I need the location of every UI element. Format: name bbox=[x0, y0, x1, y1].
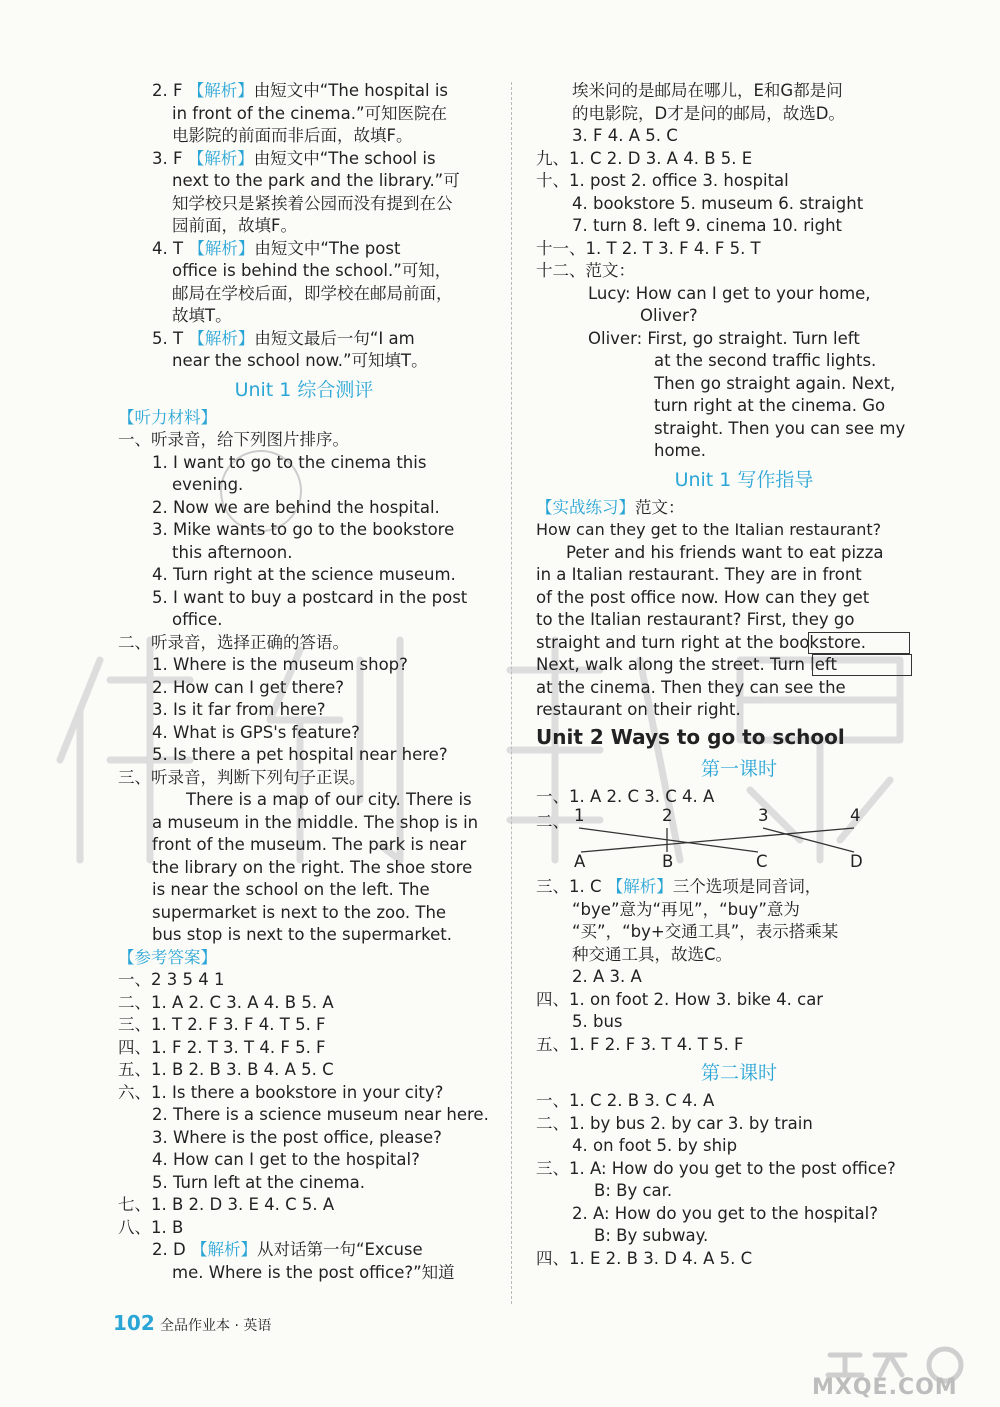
answer-line: “买”，“by+交通工具”，表示搭乘某 bbox=[572, 922, 839, 941]
answer-line: 故填T。 bbox=[172, 306, 232, 325]
essay-line-text: straight and turn right at the bookstore. bbox=[536, 632, 866, 652]
column-divider bbox=[511, 82, 512, 1304]
passage-line: There is a map of our city. There is bbox=[186, 790, 472, 809]
answer-line: 十二、范文： bbox=[536, 261, 635, 280]
answer-line: 3. F 【解析】由短文中“The school is bbox=[152, 148, 436, 168]
answer-line: 种交通工具，故选C。 bbox=[572, 944, 733, 964]
answer-line: 2. There is a science museum near here. bbox=[152, 1105, 489, 1124]
analysis-tag: 【解析】 bbox=[190, 1240, 257, 1259]
answer-line: 五、1. B 2. B 3. B 4. A 5. C bbox=[118, 1060, 334, 1079]
listening-line: 2. Now we are behind the hospital. bbox=[152, 497, 440, 517]
practice-line bbox=[536, 497, 912, 520]
answer-line: 四、1. on foot 2. How 3. bike 4. car bbox=[536, 989, 824, 1009]
answer-line: 3. F 4. A 5. C bbox=[572, 126, 678, 145]
answer-line: 园前面，故填F。 bbox=[172, 216, 297, 235]
listening-line: evening. bbox=[172, 475, 244, 494]
answer-line: 八、1. B bbox=[118, 1217, 184, 1237]
analysis-tag: 【解析】 bbox=[187, 81, 254, 100]
essay-line-text: Next, walk along the street. Turn left bbox=[536, 655, 837, 674]
answer-line: 五、1. F 2. F 3. T 4. T 5. F bbox=[536, 1034, 744, 1054]
answer-line: 5. T 【解析】由短文最后一句“I am bbox=[152, 328, 415, 348]
answer-line: 七、1. B 2. D 3. E 4. C 5. A bbox=[118, 1195, 335, 1214]
answer-line: 2. D 【解析】从对话第一句“Excuse bbox=[152, 1240, 423, 1259]
answer-line: 六、1. Is there a bookstore in your city? bbox=[118, 1082, 444, 1102]
highlight-box bbox=[812, 654, 912, 676]
match-number: 4 bbox=[850, 806, 861, 825]
unit2-title: Unit 2 Ways to go to school bbox=[536, 724, 845, 749]
essay-line bbox=[536, 632, 912, 655]
essay-line: How can they get to the Italian restaurant? bbox=[536, 520, 882, 539]
answer-line: me. Where is the post office?”知道 bbox=[172, 1262, 455, 1282]
answer-line: 7. turn 8. left 9. cinema 10. right bbox=[572, 216, 843, 235]
listening-line: 5. Is there a pet hospital near here? bbox=[152, 745, 448, 764]
watermark-text: MXQE.COM bbox=[812, 1375, 958, 1400]
listening-tag: 【听力材料】 bbox=[118, 407, 217, 427]
dialogue-line: turn right at the cinema. Go bbox=[654, 396, 886, 415]
answer-line: 5. Turn left at the cinema. bbox=[152, 1172, 366, 1192]
passage-line: supermarket is next to the zoo. The bbox=[152, 902, 447, 922]
writing-guide-title: Unit 1 写作指导 bbox=[674, 468, 814, 491]
match-letter: D bbox=[850, 852, 863, 871]
analysis-tag: 【解析】 bbox=[188, 328, 255, 348]
listening-line: 3. Mike wants to go to the bookstore bbox=[152, 520, 455, 539]
listening-line: 1. I want to go to the cinema this bbox=[152, 452, 427, 472]
book-title: 全品作业本 · 英语 bbox=[160, 1318, 272, 1334]
answer-line: 2. A: How do you get to the hospital? bbox=[572, 1203, 879, 1223]
dialogue-line: at the second traffic lights. bbox=[654, 351, 877, 370]
answer-line: 四、1. F 2. T 3. T 4. F 5. F bbox=[118, 1037, 326, 1057]
listening-line: 3. Is it far from here? bbox=[152, 700, 326, 719]
answer-line: office is behind the school.”可知， bbox=[172, 261, 452, 280]
practice-suffix: 范文： bbox=[635, 497, 685, 517]
answer-line: 3. Where is the post office, please? bbox=[152, 1127, 442, 1147]
listening-line: 5. I want to buy a postcard in the post bbox=[152, 587, 468, 607]
match-number: 1 bbox=[574, 806, 585, 825]
matching-lines bbox=[536, 808, 912, 876]
answer-line: B: By subway. bbox=[594, 1226, 709, 1245]
unit1-test-title: Unit 1 综合测评 bbox=[234, 378, 374, 401]
listening-line: 4. What is GPS's feature? bbox=[152, 722, 360, 742]
dialogue-line: straight. Then you can see my bbox=[654, 418, 906, 438]
answer-line: 三、1. A: How do you get to the post office? bbox=[536, 1158, 896, 1178]
lesson1-title: 第一课时 bbox=[700, 757, 777, 780]
answer-line: 的电影院，D才是问的邮局，故选D。 bbox=[572, 103, 845, 123]
answer-line: 十、1. post 2. office 3. hospital bbox=[536, 171, 789, 190]
answer-line: 二、1. A 2. C 3. A 4. B 5. A bbox=[118, 992, 334, 1012]
answer-line: in front of the cinema.”可知医院在 bbox=[172, 103, 447, 123]
answer-line: 知学校只是紧挨着公园而没有提到在公 bbox=[172, 193, 453, 213]
section-heading: 三、听录音，判断下列句子正误。 bbox=[118, 767, 366, 787]
analysis-tag: 【解析】 bbox=[187, 148, 254, 168]
essay-line: Peter and his friends want to eat pizza bbox=[566, 542, 884, 562]
analysis-tag: 【解析】 bbox=[188, 238, 255, 258]
answer-line: 十一、1. T 2. T 3. F 4. F 5. T bbox=[536, 238, 761, 258]
listening-line: 4. Turn right at the science museum. bbox=[152, 565, 456, 584]
match-number: 2 bbox=[662, 806, 673, 825]
answer-line: near the school now.”可知填T。 bbox=[172, 351, 428, 370]
answer-line: 2. F 【解析】由短文中“The hospital is bbox=[152, 81, 449, 100]
essay-line: to the Italian restaurant? First, they go bbox=[536, 610, 855, 629]
answer-line: 5. bus bbox=[572, 1012, 623, 1031]
passage-line: bus stop is next to the supermarket. bbox=[152, 925, 452, 944]
section-heading: 二、听录音，选择正确的答语。 bbox=[118, 632, 349, 652]
passage-line: front of the museum. The park is near bbox=[152, 835, 467, 854]
answer-line: “bye”意为“再见”，“buy”意为 bbox=[572, 899, 800, 919]
right-column bbox=[536, 80, 912, 1270]
answer-line: 一、1. A 2. C 3. C 4. A bbox=[536, 786, 715, 806]
answer-line: 一、1. C 2. B 3. C 4. A bbox=[536, 1091, 715, 1110]
passage-line: is near the school on the left. The bbox=[152, 880, 430, 899]
match-letter: C bbox=[756, 852, 768, 871]
answer-line: next to the park and the library.”可 bbox=[172, 171, 460, 190]
answer-line: 4. bookstore 5. museum 6. straight bbox=[572, 193, 864, 213]
passage-line: a museum in the middle. The shop is in bbox=[152, 812, 479, 832]
section-heading: 一、听录音，给下列图片排序。 bbox=[118, 430, 349, 449]
match-letter: B bbox=[662, 852, 674, 871]
answer-line: 三、1. C 【解析】三个选项是同音词， bbox=[536, 877, 822, 896]
essay-line: in a Italian restaurant. They are in front bbox=[536, 565, 862, 584]
dialogue-line: Then go straight again. Next, bbox=[654, 373, 896, 393]
listening-line: 2. How can I get there? bbox=[152, 677, 344, 697]
answer-line: 电影院的前面而非后面，故填F。 bbox=[172, 126, 413, 145]
answer-line: 埃米问的是邮局在哪儿，E和G都是问 bbox=[572, 81, 843, 100]
listening-line: this afternoon. bbox=[172, 542, 293, 562]
dialogue-line: Oliver? bbox=[640, 306, 698, 325]
answers-tag: 【参考答案】 bbox=[118, 947, 217, 967]
matching-diagram bbox=[536, 808, 912, 876]
page-number: 102 bbox=[113, 1311, 155, 1335]
dialogue-line: Oliver: First, go straight. Turn left bbox=[588, 328, 860, 348]
answer-line: 4. How can I get to the hospital? bbox=[152, 1150, 420, 1169]
essay-line: restaurant on their right. bbox=[536, 700, 741, 719]
passage-line: the library on the right. The shoe store bbox=[152, 857, 473, 877]
analysis-tag: 【解析】 bbox=[606, 877, 673, 896]
dialogue-line: home. bbox=[654, 441, 707, 460]
lesson2-title: 第二课时 bbox=[700, 1062, 777, 1084]
dialogue-line: Lucy: How can I get to your home, bbox=[588, 283, 871, 303]
answer-line: 一、2 3 5 4 1 bbox=[118, 970, 225, 989]
match-number: 3 bbox=[758, 806, 769, 825]
answer-line: 三、1. T 2. F 3. F 4. T 5. F bbox=[118, 1015, 326, 1034]
practice-tag: 【实战练习】 bbox=[536, 497, 635, 517]
answer-line: 九、1. C 2. D 3. A 4. B 5. E bbox=[536, 148, 753, 168]
answer-line: 四、1. E 2. B 3. D 4. A 5. C bbox=[536, 1248, 753, 1268]
essay-line: of the post office now. How can they get bbox=[536, 587, 870, 607]
left-column bbox=[118, 80, 490, 1284]
listening-line: 1. Where is the museum shop? bbox=[152, 655, 408, 674]
answer-line: 2. A 3. A bbox=[572, 967, 642, 986]
essay-line bbox=[536, 654, 912, 677]
answer-line: B: By car. bbox=[594, 1181, 673, 1200]
match-letter: A bbox=[574, 852, 586, 871]
answer-line: 二、1. by bus 2. by car 3. by train bbox=[536, 1113, 813, 1133]
answer-line: 邮局在学校后面，即学校在邮局前面， bbox=[172, 283, 453, 303]
highlight-box bbox=[808, 632, 910, 654]
answer-line: 4. on foot 5. by ship bbox=[572, 1136, 738, 1155]
listening-line: office. bbox=[172, 610, 223, 629]
match-label: 二、 bbox=[536, 812, 569, 831]
answer-line: 4. T 【解析】由短文中“The post bbox=[152, 238, 401, 258]
essay-line: at the cinema. Then they can see the bbox=[536, 677, 846, 697]
